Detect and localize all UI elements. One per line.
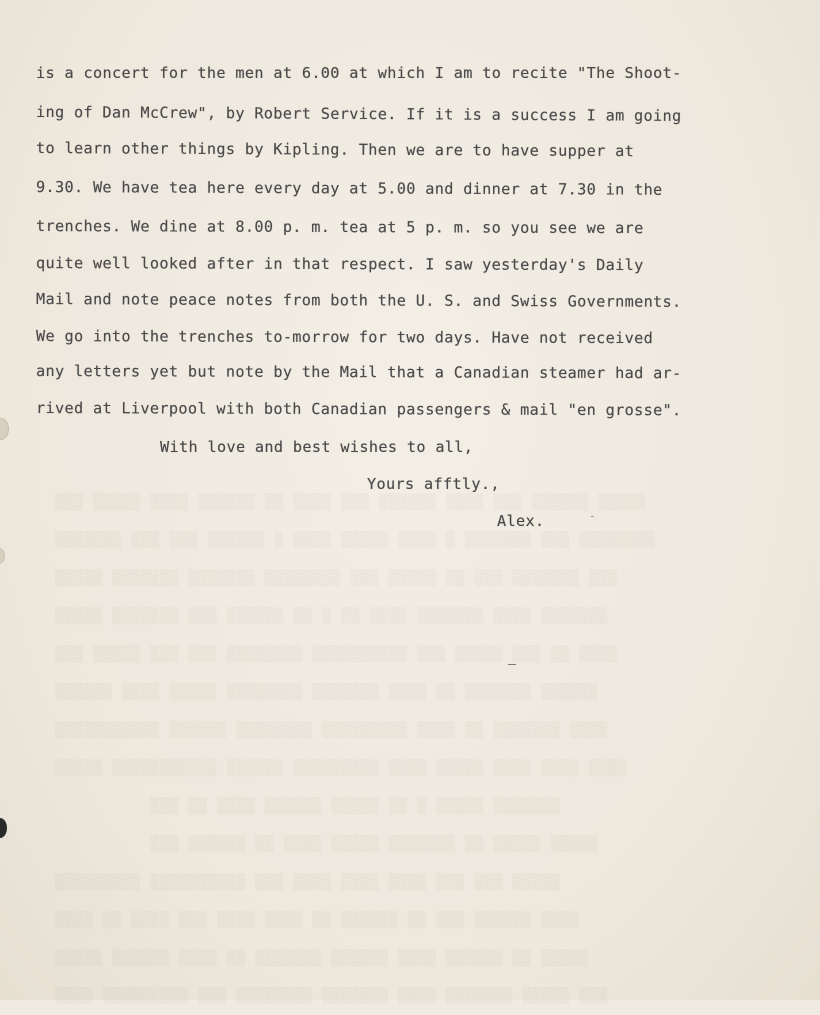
letter-line-7: Mail and note peace notes from both the U. S. and Swiss Governments. xyxy=(35,290,682,311)
bleed-through-text: ▒▒▒ ▒▒▒▒▒ ▒▒▒▒ ▒▒▒▒▒▒ ▒▒ ▒▒▒▒ ▒▒▒ ▒▒▒▒▒▒ ▒▒▒▒ ▒▒▒ ▒▒▒▒▒▒ ▒▒▒▒▒ ▒▒▒▒▒▒▒ ▒▒▒ ▒▒▒ ▒▒▒▒▒▒ ▒ ▒▒▒▒ ▒▒▒▒▒ ▒▒▒▒ ▒ ▒▒▒▒▒▒▒ ▒▒▒ ▒▒▒▒▒▒▒▒ ▒▒▒▒▒ ▒▒▒▒▒▒▒ ▒▒▒▒▒▒▒ ▒▒▒▒▒▒▒▒ ▒▒▒ ▒▒▒▒▒ ▒▒ ▒▒▒ ▒▒▒▒▒▒▒ ▒▒▒ ▒▒▒▒▒ ▒▒▒▒▒▒▒ ▒▒▒ ▒▒▒▒▒▒ ▒▒ ▒ ▒▒ ▒▒▒▒ ▒▒▒▒▒▒▒ ▒▒▒▒ ▒▒▒▒▒▒▒ ▒▒▒ ▒▒▒▒▒ ▒▒▒ ▒▒▒ ▒▒▒▒▒▒▒▒ ▒▒▒▒▒▒▒▒▒▒ ▒▒▒ ▒▒▒▒▒ ▒▒▒ ▒▒ ▒▒▒▒ ▒▒▒▒▒▒ ▒▒▒▒ ▒▒▒▒▒ ▒▒▒▒▒▒▒▒ ▒▒▒▒▒▒▒ ▒▒▒▒ ▒▒ ▒▒▒▒▒▒▒ ▒▒▒▒▒▒ ▒▒▒▒▒▒▒▒▒▒▒ ▒▒▒▒▒▒ ▒▒▒▒▒▒▒▒ ▒▒▒▒▒▒▒▒▒ ▒▒▒▒ ▒▒ ▒▒▒▒▒▒▒ ▒▒▒▒ ▒▒▒▒▒ ▒▒▒▒▒▒▒▒▒▒▒ ▒▒▒▒▒▒ ▒▒▒▒▒▒▒▒▒ ▒▒▒▒ ▒▒▒▒▒ ▒▒▒▒ ▒▒▒▒ ▒▒▒▒ ▒▒▒ ▒▒ ▒▒▒▒ ▒▒▒▒▒▒ ▒▒▒▒▒ ▒▒ ▒ ▒▒▒▒▒ ▒▒▒▒▒▒▒ ▒▒▒ ▒▒▒▒▒▒ ▒▒ ▒▒▒▒ ▒▒▒▒▒ ▒▒▒▒▒▒▒ ▒▒ ▒▒▒▒▒ ▒▒▒▒▒ ▒▒▒▒▒▒▒▒▒ ▒▒▒▒▒▒▒▒▒▒ ▒▒▒ ▒▒▒▒ ▒▒▒▒ ▒▒▒▒ ▒▒▒ ▒▒▒ ▒▒▒▒▒ ▒▒▒▒ ▒▒ ▒▒▒▒ ▒▒▒ ▒▒▒▒ ▒▒▒▒ ▒▒ ▒▒▒▒▒▒ ▒▒ ▒▒▒ ▒▒▒▒▒▒ ▒▒▒▒ ▒▒▒▒▒ ▒▒▒▒▒▒ ▒▒▒▒ ▒▒ ▒▒▒▒▒▒▒ ▒▒▒▒▒▒ ▒▒▒▒ ▒▒▒▒▒▒ ▒▒ ▒▒▒▒▒ ▒▒▒▒ ▒▒▒▒▒▒▒▒▒ ▒▒▒ ▒▒▒▒▒▒▒▒ ▒▒▒▒▒▒▒ ▒▒▒▒ ▒▒▒▒▒▒▒ ▒▒▒▒▒ ▒▒▒ xyxy=(55,493,656,1005)
paper-mark xyxy=(508,664,516,665)
letter-line-1: is a concert for the men at 6.00 at which I am to recite "The Shoot- xyxy=(36,64,682,82)
letter-line-9: any letters yet but note by the Mail that a Canadian steamer had ar- xyxy=(35,362,682,383)
punch-hole-top xyxy=(0,418,9,440)
letter-signature: Alex. xyxy=(497,512,545,530)
letter-line-8: We go into the trenches to-morrow for two days. Have not received xyxy=(35,327,654,348)
punch-hole-bottom xyxy=(0,818,7,838)
letter-line-4: 9.30. We have tea here every day at 5.00 and dinner at 7.30 in the xyxy=(35,178,663,199)
letter-closing: With love and best wishes to all, xyxy=(160,438,474,456)
letter-valediction: Yours afftly., xyxy=(367,475,500,493)
letter-line-10: rived at Liverpool with both Canadian passengers & mail "en grosse". xyxy=(35,399,682,420)
punch-hole-middle xyxy=(0,548,5,564)
paper-mark xyxy=(591,516,594,517)
letter-line-2: ing of Dan McCrew", by Robert Service. If it is a success I am going xyxy=(35,103,682,125)
letter-line-3: to learn other things by Kipling. Then we are to have supper at xyxy=(35,139,635,161)
letter-line-5: trenches. We dine at 8.00 p. m. tea at 5 p. m. so you see we are xyxy=(35,217,644,238)
letter-line-6: quite well looked after in that respect. I saw yesterday's Daily xyxy=(35,254,644,275)
